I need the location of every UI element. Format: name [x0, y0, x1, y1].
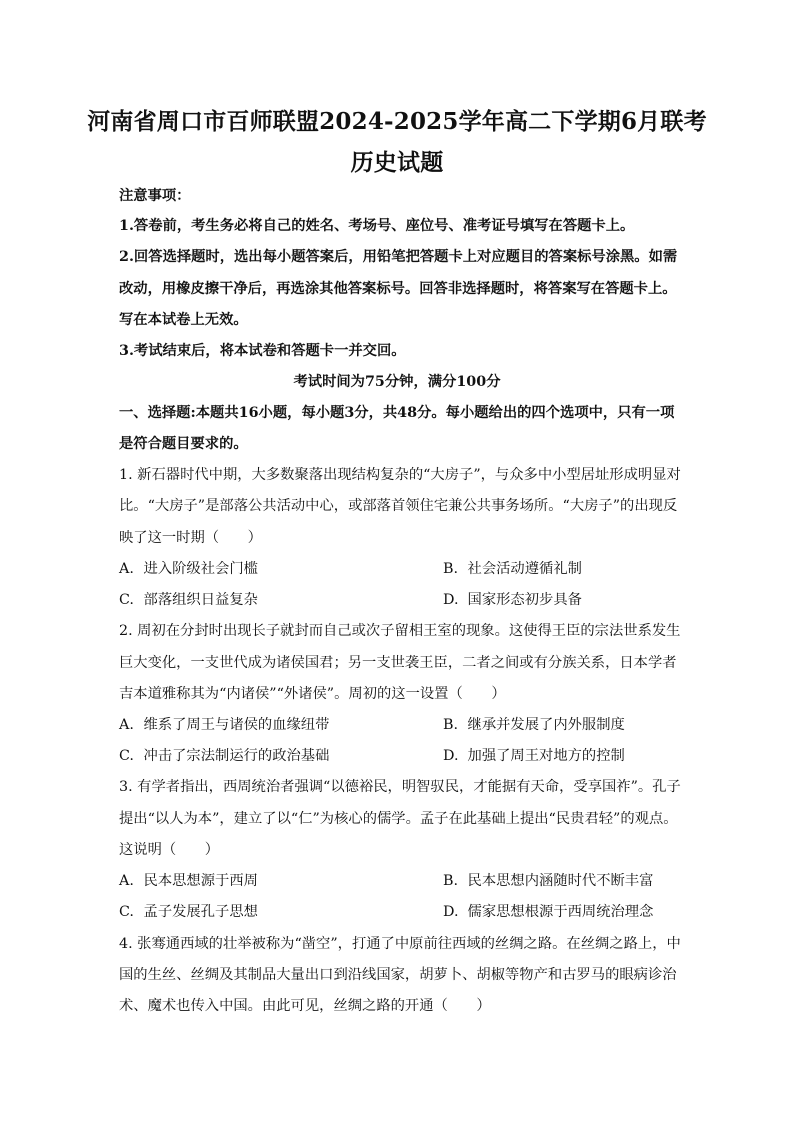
exam-info: 考试时间为75分钟，满分100分 — [293, 374, 501, 390]
question-2-stem: 巨大变化，一支世代成为诸侯国君；另一支世袭王臣，二者之间或有分族关系，日本学者 — [119, 655, 677, 671]
question-2-stem: 吉本道雅称其为“内诸侯”“外诸侯”。周初的这一设置（ ） — [119, 686, 506, 702]
question-4-stem: 术、魔术也传入中国。由此可见，丝绸之路的开通（ ） — [119, 998, 491, 1014]
document-subtitle: 历史试题 — [350, 149, 444, 176]
question-2-option-a[interactable]: A. 维系了周王与诸侯的血缘纽带 — [119, 717, 330, 733]
question-1-stem: 比。“大房子”是部落公共活动中心，或部落首领住宅兼公共事务场所。“大房子”的出现反 — [119, 498, 678, 514]
notice-item-2-cont: 改动，用橡皮擦干净后，再选涂其他答案标号。回答非选择题时，将答案写在答题卡上。 — [119, 281, 677, 297]
notice-item-2: 2.回答选择题时，选出每小题答案后，用铅笔把答题卡上对应题目的答案标号涂黑。如需 — [119, 249, 678, 265]
question-1-option-c[interactable]: C. 部落组织日益复杂 — [119, 592, 258, 608]
question-3-option-b[interactable]: B. 民本思想内涵随时代不断丰富 — [443, 873, 654, 889]
question-2-stem: 2. 周初在分封时出现长子就封而自己或次子留相王室的现象。这使得王臣的宗法世系发生 — [119, 623, 681, 639]
section-heading-cont: 是符合题目要求的。 — [119, 436, 248, 452]
question-1-stem: 1. 新石器时代中期，大多数聚落出现结构复杂的“大房子”，与众多中小型居址形成明显对 — [119, 467, 681, 483]
question-3-stem: 3. 有学者指出，西周统治者强调“以德裕民，明智驭民，才能据有天命，受享国祚”。孔子 — [119, 779, 681, 795]
question-1-option-b[interactable]: B. 社会活动遵循礼制 — [443, 561, 582, 577]
notice-item-1: 1.答卷前，考生务必将自己的姓名、考场号、座位号、准考证号填写在答题卡上。 — [119, 218, 635, 234]
section-heading: 一、选择题:本题共16小题，每小题3分，共48分。每小题给出的四个选项中，只有一项 — [119, 405, 675, 421]
notice-item-2-end: 写在本试卷上无效。 — [119, 312, 248, 328]
question-3-stem: 这说明（ ） — [119, 842, 220, 858]
document-title: 河南省周口市百师联盟2024-2025学年高二下学期6月联考 — [87, 108, 707, 135]
question-3-option-c[interactable]: C. 孟子发展孔子思想 — [119, 904, 258, 920]
question-2-option-c[interactable]: C. 冲击了宗法制运行的政治基础 — [119, 748, 330, 764]
question-3-stem: 提出“以人为本”，建立了以“仁”为核心的儒学。孟子在此基础上提出“民贵君轻”的观点。 — [119, 811, 678, 827]
question-1-option-d[interactable]: D. 国家形态初步具备 — [443, 592, 582, 608]
question-2-option-d[interactable]: D. 加强了周王对地方的控制 — [443, 748, 625, 764]
question-2-option-b[interactable]: B. 继承并发展了内外服制度 — [443, 717, 625, 733]
question-4-stem: 4. 张骞通西域的壮举被称为“凿空”，打通了中原前往西域的丝绸之路。在丝绸之路上，中 — [119, 936, 681, 952]
question-4-stem: 国的生丝、丝绸及其制品大量出口到沿线国家，胡萝卜、胡椒等物产和古罗马的眼病诊治 — [119, 967, 677, 983]
notice-item-3: 3.考试结束后，将本试卷和答题卡一并交回。 — [119, 343, 406, 359]
question-3-option-a[interactable]: A. 民本思想源于西周 — [119, 873, 258, 889]
question-3-option-d[interactable]: D. 儒家思想根源于西周统治理念 — [443, 904, 654, 920]
question-1-stem: 映了这一时期（ ） — [119, 530, 262, 546]
notice-heading: 注意事项： — [119, 188, 191, 204]
question-1-option-a[interactable]: A. 进入阶级社会门槛 — [119, 561, 258, 577]
